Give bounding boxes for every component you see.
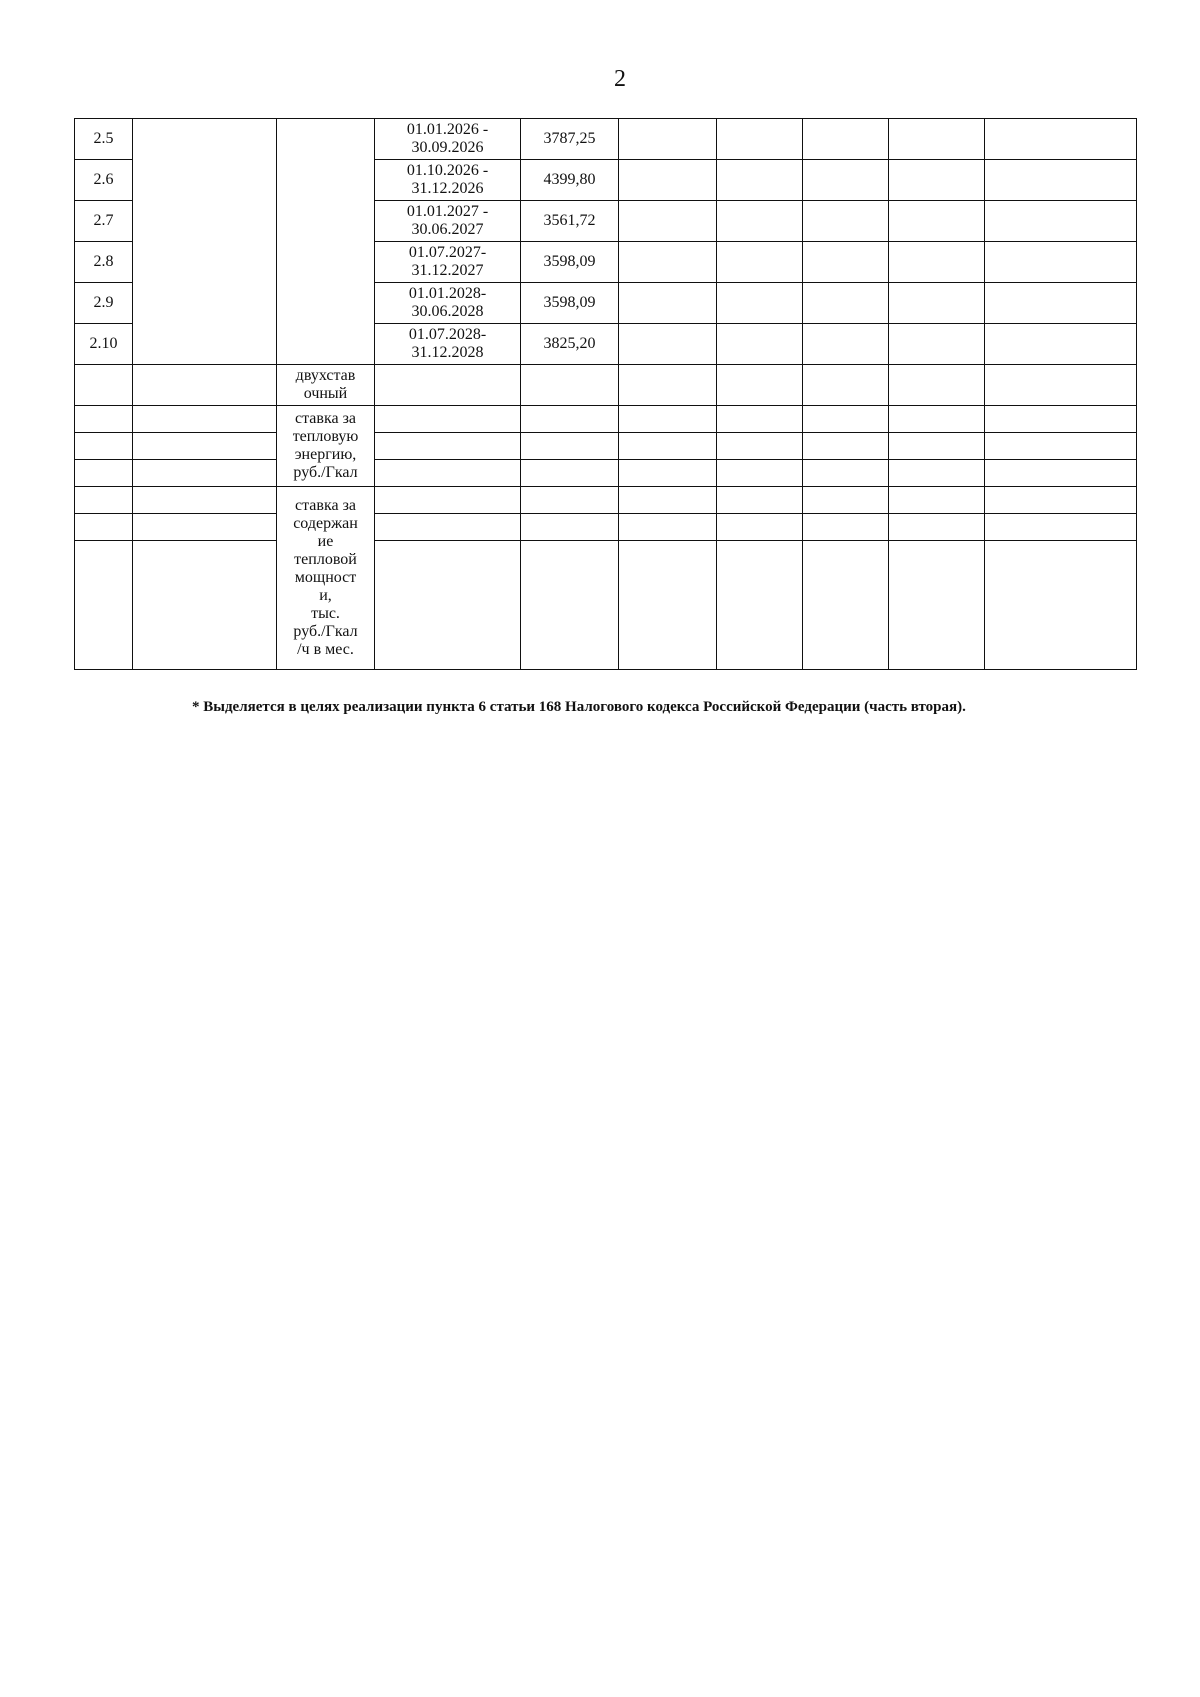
empty-cell	[803, 201, 889, 242]
empty-cell	[889, 460, 985, 487]
period-text: 01.01.2026 - 30.09.2026	[406, 121, 489, 156]
period-text: 01.01.2027 - 30.06.2027	[406, 203, 489, 238]
empty-cell	[619, 487, 717, 514]
empty-cell	[133, 541, 277, 670]
empty-cell	[889, 242, 985, 283]
empty-cell	[521, 460, 619, 487]
tariff-value: 4399,80	[521, 160, 619, 201]
empty-cell	[133, 365, 277, 406]
period-text: 01.10.2026 - 31.12.2026	[406, 162, 489, 197]
empty-cell	[717, 541, 803, 670]
empty-cell	[133, 460, 277, 487]
empty-cell	[803, 406, 889, 433]
empty-cell	[75, 433, 133, 460]
empty-cell	[277, 119, 375, 365]
empty-cell	[985, 406, 1137, 433]
table-row	[75, 514, 1137, 541]
tariff-value: 3825,20	[521, 324, 619, 365]
empty-cell	[803, 119, 889, 160]
empty-cell	[889, 283, 985, 324]
empty-cell	[985, 160, 1137, 201]
empty-cell	[803, 541, 889, 670]
capacity-rate-text: ставка за содержан ие тепловой мощност и, тыс. руб./Гкал /ч в мес.	[293, 497, 358, 658]
two-part-text: двухстав очный	[295, 367, 356, 402]
footnote: * Выделяется в целях реализации пункта 6 статьи 168 Налогового кодекса Российской Федерации (часть вторая).	[192, 699, 966, 715]
empty-cell	[985, 242, 1137, 283]
two-part-tariff-label	[277, 365, 375, 406]
tariff-value: 3598,09	[521, 242, 619, 283]
period-cell	[375, 283, 521, 324]
empty-cell	[889, 541, 985, 670]
period-cell	[375, 119, 521, 160]
empty-cell	[717, 487, 803, 514]
empty-cell	[75, 460, 133, 487]
empty-cell	[619, 242, 717, 283]
empty-cell	[717, 365, 803, 406]
empty-cell	[717, 242, 803, 283]
empty-cell	[619, 365, 717, 406]
empty-cell	[521, 487, 619, 514]
empty-cell	[619, 283, 717, 324]
empty-cell	[717, 324, 803, 365]
empty-cell	[985, 541, 1137, 670]
tariff-value: 3561,72	[521, 201, 619, 242]
empty-cell	[521, 541, 619, 670]
empty-cell	[803, 283, 889, 324]
empty-cell	[889, 406, 985, 433]
empty-cell	[619, 514, 717, 541]
empty-cell	[985, 460, 1137, 487]
empty-cell	[889, 433, 985, 460]
tariff-table	[74, 118, 1137, 670]
empty-cell	[75, 541, 133, 670]
empty-cell	[717, 119, 803, 160]
empty-cell	[619, 324, 717, 365]
tariff-table-container	[74, 118, 1136, 670]
empty-cell	[717, 406, 803, 433]
table-row	[75, 119, 1137, 160]
period-cell	[375, 324, 521, 365]
period-text: 01.01.2028- 30.06.2028	[408, 285, 487, 320]
empty-cell	[75, 514, 133, 541]
empty-cell	[375, 406, 521, 433]
tariff-value: 3787,25	[521, 119, 619, 160]
empty-cell	[133, 406, 277, 433]
period-cell	[375, 242, 521, 283]
row-number: 2.5	[75, 119, 133, 160]
empty-cell	[889, 487, 985, 514]
empty-cell	[375, 365, 521, 406]
empty-cell	[985, 283, 1137, 324]
empty-cell	[619, 460, 717, 487]
empty-cell	[803, 324, 889, 365]
empty-cell	[889, 365, 985, 406]
empty-cell	[985, 487, 1137, 514]
period-cell	[375, 160, 521, 201]
empty-cell	[375, 460, 521, 487]
capacity-rate-label	[277, 487, 375, 670]
empty-cell	[619, 201, 717, 242]
empty-cell	[803, 460, 889, 487]
empty-cell	[619, 541, 717, 670]
empty-cell	[803, 160, 889, 201]
empty-cell	[889, 514, 985, 541]
empty-cell	[803, 242, 889, 283]
table-row	[75, 460, 1137, 487]
empty-cell	[803, 487, 889, 514]
row-number: 2.7	[75, 201, 133, 242]
empty-cell	[521, 514, 619, 541]
empty-cell	[985, 365, 1137, 406]
empty-cell	[375, 514, 521, 541]
table-row	[75, 406, 1137, 433]
row-number: 2.6	[75, 160, 133, 201]
heat-energy-rate-label	[277, 406, 375, 487]
empty-cell	[133, 119, 277, 365]
empty-cell	[803, 433, 889, 460]
empty-cell	[803, 365, 889, 406]
table-row	[75, 487, 1137, 514]
empty-cell	[133, 487, 277, 514]
empty-cell	[619, 119, 717, 160]
empty-cell	[803, 514, 889, 541]
heat-energy-rate-text: ставка за тепловую энергию, руб./Гкал	[292, 410, 359, 481]
empty-cell	[75, 365, 133, 406]
row-number: 2.8	[75, 242, 133, 283]
period-cell	[375, 201, 521, 242]
empty-cell	[521, 365, 619, 406]
empty-cell	[375, 487, 521, 514]
empty-cell	[521, 406, 619, 433]
table-row	[75, 541, 1137, 670]
table-row	[75, 433, 1137, 460]
period-text: 01.07.2028- 31.12.2028	[408, 326, 487, 361]
empty-cell	[889, 160, 985, 201]
empty-cell	[717, 433, 803, 460]
row-number: 2.10	[75, 324, 133, 365]
page-number: 2	[614, 66, 626, 92]
empty-cell	[717, 201, 803, 242]
empty-cell	[985, 119, 1137, 160]
empty-cell	[717, 460, 803, 487]
empty-cell	[985, 433, 1137, 460]
row-number: 2.9	[75, 283, 133, 324]
empty-cell	[889, 324, 985, 365]
empty-cell	[521, 433, 619, 460]
empty-cell	[375, 433, 521, 460]
empty-cell	[619, 160, 717, 201]
empty-cell	[619, 433, 717, 460]
empty-cell	[985, 201, 1137, 242]
empty-cell	[717, 514, 803, 541]
empty-cell	[133, 514, 277, 541]
empty-cell	[75, 406, 133, 433]
table-row	[75, 365, 1137, 406]
empty-cell	[985, 324, 1137, 365]
empty-cell	[133, 433, 277, 460]
empty-cell	[717, 160, 803, 201]
empty-cell	[717, 283, 803, 324]
empty-cell	[75, 487, 133, 514]
empty-cell	[619, 406, 717, 433]
empty-cell	[985, 514, 1137, 541]
period-text: 01.07.2027- 31.12.2027	[408, 244, 487, 279]
empty-cell	[889, 201, 985, 242]
empty-cell	[889, 119, 985, 160]
empty-cell	[375, 541, 521, 670]
tariff-value: 3598,09	[521, 283, 619, 324]
